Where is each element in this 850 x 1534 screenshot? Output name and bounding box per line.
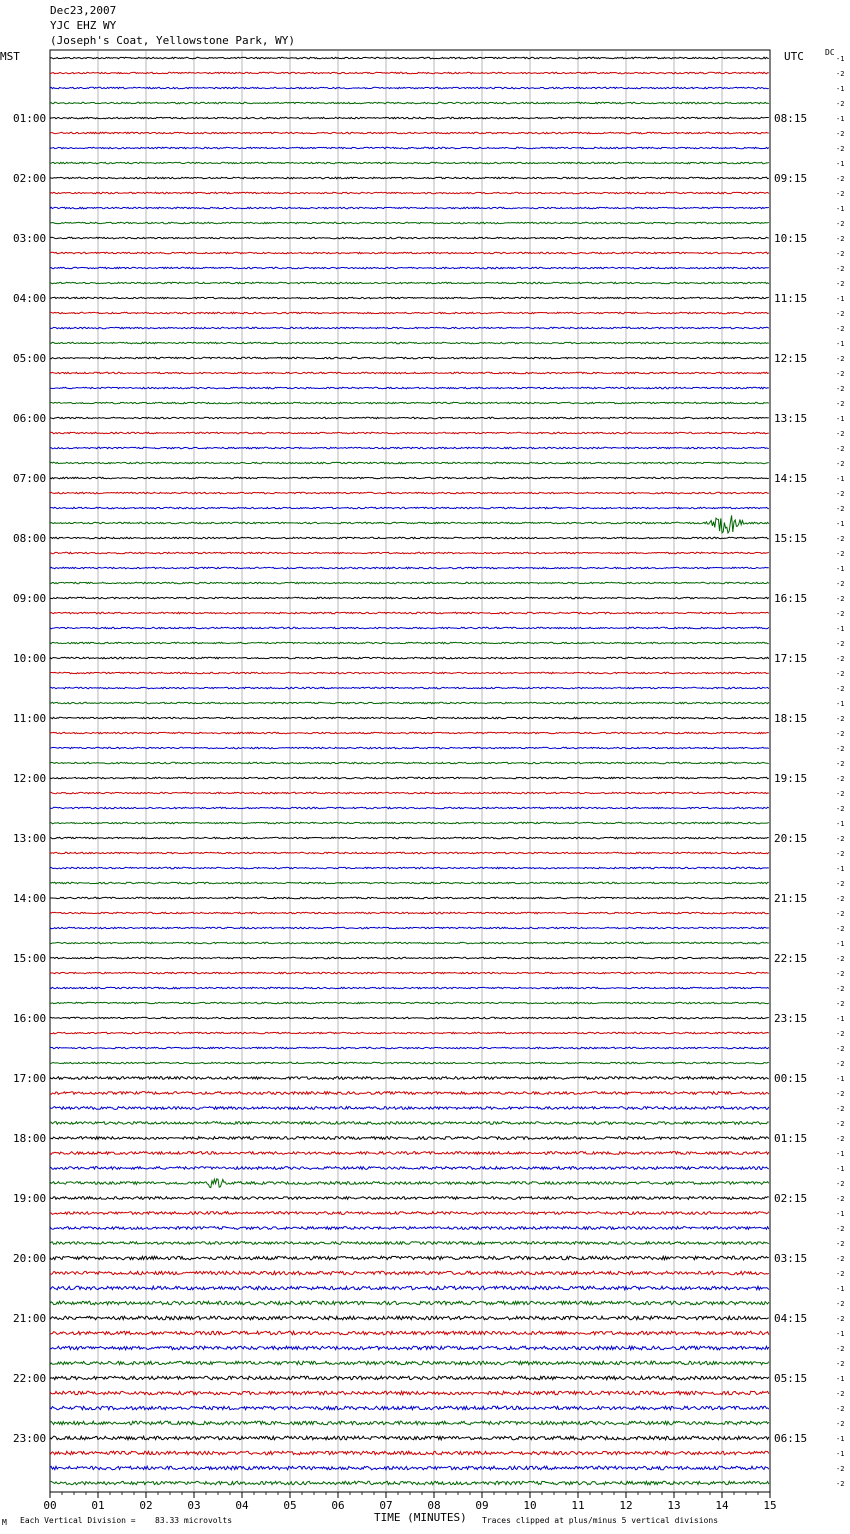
dc-offset-label: -2 bbox=[836, 1195, 845, 1203]
dc-offset-label: -2 bbox=[836, 505, 845, 513]
left-hour-label: 04:00 bbox=[13, 292, 47, 305]
right-hour-label: 22:15 bbox=[774, 952, 808, 965]
seismic-trace bbox=[50, 1361, 769, 1365]
right-hour-label: 08:15 bbox=[774, 112, 808, 125]
seismic-trace bbox=[50, 822, 769, 824]
scale-note-marker: M bbox=[2, 1518, 7, 1527]
dc-offset-label: -2 bbox=[836, 550, 845, 558]
dc-label: DC bbox=[825, 48, 835, 57]
seismic-trace bbox=[50, 417, 769, 419]
seismic-trace bbox=[50, 1286, 769, 1290]
seismic-trace bbox=[50, 627, 769, 629]
x-tick-label: 09 bbox=[475, 1499, 489, 1512]
dc-offset-label: -1 bbox=[836, 475, 845, 483]
dc-offset-label: -2 bbox=[836, 895, 845, 903]
dc-offset-label: -1 bbox=[836, 625, 845, 633]
x-tick-label: 11 bbox=[571, 1499, 585, 1512]
seismic-trace bbox=[50, 1451, 769, 1455]
left-hour-label: 19:00 bbox=[13, 1192, 47, 1205]
plot-frame bbox=[50, 50, 770, 1492]
dc-offset-label: -2 bbox=[836, 1420, 845, 1428]
dc-offset-label: -2 bbox=[836, 730, 845, 738]
x-tick-label: 10 bbox=[523, 1499, 537, 1512]
dc-offset-label: -2 bbox=[836, 460, 845, 468]
dc-offset-label: -2 bbox=[836, 190, 845, 198]
dc-offset-label: -2 bbox=[836, 640, 845, 648]
seismic-trace bbox=[50, 1062, 769, 1064]
seismic-trace bbox=[50, 897, 769, 899]
seismic-trace bbox=[50, 57, 769, 59]
seismic-trace bbox=[50, 267, 769, 269]
dc-offset-label: -2 bbox=[836, 1300, 845, 1308]
dc-offset-label: -2 bbox=[836, 715, 845, 723]
right-hour-label: 15:15 bbox=[774, 532, 808, 545]
left-hour-label: 09:00 bbox=[13, 592, 47, 605]
dc-offset-label: -2 bbox=[836, 1240, 845, 1248]
seismic-trace bbox=[50, 312, 769, 314]
seismic-trace bbox=[50, 102, 769, 104]
seismic-trace bbox=[50, 672, 769, 674]
seismic-trace bbox=[50, 612, 769, 614]
dc-offset-label: -1 bbox=[836, 940, 845, 948]
seismic-trace bbox=[50, 807, 769, 809]
right-hour-label: 10:15 bbox=[774, 232, 808, 245]
right-timezone-label: UTC bbox=[784, 50, 804, 63]
right-hour-label: 23:15 bbox=[774, 1012, 808, 1025]
seismic-trace bbox=[50, 147, 769, 149]
dc-offset-label: -2 bbox=[836, 145, 845, 153]
seismic-trace bbox=[50, 1212, 769, 1215]
right-hour-label: 06:15 bbox=[774, 1432, 808, 1445]
dc-offset-label: -2 bbox=[836, 1045, 845, 1053]
dc-offset-label: -1 bbox=[836, 205, 845, 213]
x-tick-label: 15 bbox=[763, 1499, 777, 1512]
dc-offset-label: -2 bbox=[836, 835, 845, 843]
right-hour-label: 17:15 bbox=[774, 652, 808, 665]
seismic-trace bbox=[50, 762, 769, 764]
left-hour-label: 20:00 bbox=[13, 1252, 47, 1265]
seismic-trace bbox=[50, 537, 769, 539]
seismic-trace bbox=[50, 515, 769, 533]
seismic-trace bbox=[50, 972, 769, 974]
dc-offset-label: -2 bbox=[836, 535, 845, 543]
left-hour-label: 06:00 bbox=[13, 412, 47, 425]
seismic-trace bbox=[50, 867, 769, 869]
scale-value: 83.33 microvolts bbox=[155, 1516, 233, 1525]
seismic-trace bbox=[50, 1179, 769, 1188]
dc-offset-label: -2 bbox=[836, 985, 845, 993]
dc-offset-label: -2 bbox=[836, 445, 845, 453]
dc-offset-label: -2 bbox=[836, 130, 845, 138]
seismic-trace bbox=[50, 687, 769, 689]
left-hour-label: 03:00 bbox=[13, 232, 47, 245]
dc-offset-label: -2 bbox=[836, 1480, 845, 1488]
left-hour-label: 22:00 bbox=[13, 1372, 47, 1385]
dc-offset-label: -2 bbox=[836, 1000, 845, 1008]
dc-offset-label: -1 bbox=[836, 1150, 845, 1158]
right-hour-label: 02:15 bbox=[774, 1192, 808, 1205]
right-hour-label: 00:15 bbox=[774, 1072, 808, 1085]
left-hour-label: 13:00 bbox=[13, 832, 47, 845]
right-hour-label: 04:15 bbox=[774, 1312, 808, 1325]
dc-offset-label: -2 bbox=[836, 880, 845, 888]
seismic-trace bbox=[50, 1017, 769, 1019]
dc-offset-label: -2 bbox=[836, 910, 845, 918]
seismic-trace bbox=[50, 1197, 769, 1200]
x-tick-label: 14 bbox=[715, 1499, 729, 1512]
scale-prefix: Each Vertical Division = bbox=[20, 1516, 136, 1525]
dc-offset-label: -2 bbox=[836, 1180, 845, 1188]
dc-offset-label: -1 bbox=[836, 340, 845, 348]
dc-offset-label: -2 bbox=[836, 655, 845, 663]
right-hour-label: 21:15 bbox=[774, 892, 808, 905]
dc-offset-label: -2 bbox=[836, 1090, 845, 1098]
dc-offset-label: -2 bbox=[836, 580, 845, 588]
seismic-trace bbox=[50, 1122, 769, 1125]
seismic-trace bbox=[50, 507, 769, 509]
left-hour-label: 15:00 bbox=[13, 952, 47, 965]
left-hour-label: 07:00 bbox=[13, 472, 47, 485]
dc-offset-label: -2 bbox=[836, 1390, 845, 1398]
station-location: (Joseph's Coat, Yellowstone Park, WY) bbox=[50, 34, 296, 47]
seismic-trace bbox=[50, 357, 769, 359]
left-hour-label: 16:00 bbox=[13, 1012, 47, 1025]
x-tick-label: 01 bbox=[91, 1499, 105, 1512]
dc-offset-label: -2 bbox=[836, 1315, 845, 1323]
seismic-trace bbox=[50, 882, 769, 884]
dc-offset-label: -1 bbox=[836, 1165, 845, 1173]
left-hour-label: 23:00 bbox=[13, 1432, 47, 1445]
dc-offset-label: -1 bbox=[836, 1015, 845, 1023]
seismic-trace bbox=[50, 657, 769, 659]
seismic-trace bbox=[50, 432, 769, 434]
seismic-trace bbox=[50, 1032, 769, 1034]
seismic-trace bbox=[50, 1331, 769, 1335]
seismic-trace bbox=[50, 117, 769, 119]
dc-offset-label: -2 bbox=[836, 955, 845, 963]
seismic-trace bbox=[50, 1137, 769, 1140]
seismic-trace bbox=[50, 717, 769, 719]
dc-offset-label: -1 bbox=[836, 55, 845, 63]
seismic-trace bbox=[50, 1092, 769, 1095]
seismic-trace bbox=[50, 192, 769, 194]
seismic-trace bbox=[50, 1227, 769, 1230]
seismic-trace bbox=[50, 1421, 769, 1425]
seismic-trace bbox=[50, 1077, 769, 1080]
seismic-trace bbox=[50, 777, 769, 779]
seismic-trace bbox=[50, 297, 769, 299]
left-hour-label: 18:00 bbox=[13, 1132, 47, 1145]
seismic-trace bbox=[50, 1256, 769, 1260]
dc-offset-label: -2 bbox=[836, 235, 845, 243]
clip-note: Traces clipped at plus/minus 5 vertical divisions bbox=[482, 1516, 719, 1525]
dc-offset-label: -2 bbox=[836, 1030, 845, 1038]
right-hour-label: 05:15 bbox=[774, 1372, 808, 1385]
x-tick-label: 04 bbox=[235, 1499, 249, 1512]
left-timezone-label: MST bbox=[0, 50, 20, 63]
seismic-trace bbox=[50, 222, 769, 224]
seismic-trace bbox=[50, 1376, 769, 1380]
dc-offset-label: -1 bbox=[836, 1285, 845, 1293]
seismic-trace bbox=[50, 1002, 769, 1004]
seismic-trace bbox=[50, 72, 769, 74]
seismic-trace bbox=[50, 1346, 769, 1350]
seismic-trace bbox=[50, 1406, 769, 1410]
dc-offset-label: -1 bbox=[836, 1375, 845, 1383]
dc-offset-label: -2 bbox=[836, 70, 845, 78]
dc-offset-label: -1 bbox=[836, 1450, 845, 1458]
seismic-trace bbox=[50, 492, 769, 494]
seismic-trace bbox=[50, 447, 769, 449]
dc-offset-label: -2 bbox=[836, 310, 845, 318]
left-hour-label: 21:00 bbox=[13, 1312, 47, 1325]
dc-offset-label: -1 bbox=[836, 85, 845, 93]
dc-offset-label: -1 bbox=[836, 1075, 845, 1083]
dc-offset-label: -1 bbox=[836, 160, 845, 168]
dc-offset-label: -2 bbox=[836, 490, 845, 498]
seismic-trace bbox=[50, 237, 769, 239]
dc-offset-label: -2 bbox=[836, 1465, 845, 1473]
seismic-trace bbox=[50, 477, 769, 479]
station-code: YJC EHZ WY bbox=[50, 19, 117, 32]
seismic-trace bbox=[50, 402, 769, 404]
right-hour-label: 13:15 bbox=[774, 412, 808, 425]
x-tick-label: 05 bbox=[283, 1499, 297, 1512]
dc-offset-label: -1 bbox=[836, 1435, 845, 1443]
seismic-trace bbox=[50, 282, 769, 284]
seismic-trace bbox=[50, 372, 769, 374]
dc-offset-label: -2 bbox=[836, 745, 845, 753]
seismic-trace bbox=[50, 1107, 769, 1110]
dc-offset-label: -2 bbox=[836, 1345, 845, 1353]
dc-offset-label: -2 bbox=[836, 1105, 845, 1113]
seismic-trace bbox=[50, 132, 769, 134]
dc-offset-label: -2 bbox=[836, 400, 845, 408]
right-hour-label: 20:15 bbox=[774, 832, 808, 845]
left-hour-label: 02:00 bbox=[13, 172, 47, 185]
dc-offset-label: -1 bbox=[836, 520, 845, 528]
dc-offset-label: -1 bbox=[836, 700, 845, 708]
dc-offset-label: -2 bbox=[836, 1225, 845, 1233]
dc-offset-label: -2 bbox=[836, 595, 845, 603]
seismic-trace bbox=[50, 252, 769, 254]
left-hour-label: 10:00 bbox=[13, 652, 47, 665]
seismic-trace bbox=[50, 87, 769, 89]
left-hour-label: 08:00 bbox=[13, 532, 47, 545]
dc-offset-label: -2 bbox=[836, 1120, 845, 1128]
right-hour-label: 14:15 bbox=[774, 472, 808, 485]
seismic-trace bbox=[50, 567, 769, 569]
right-hour-label: 19:15 bbox=[774, 772, 808, 785]
seismic-trace bbox=[50, 642, 769, 644]
x-tick-label: 07 bbox=[379, 1499, 393, 1512]
right-hour-label: 11:15 bbox=[774, 292, 808, 305]
seismic-trace bbox=[50, 1301, 769, 1305]
seismic-trace bbox=[50, 852, 769, 854]
seismic-trace bbox=[50, 1466, 769, 1470]
left-hour-label: 05:00 bbox=[13, 352, 47, 365]
right-hour-label: 18:15 bbox=[774, 712, 808, 725]
dc-offset-label: -1 bbox=[836, 1330, 845, 1338]
seismic-trace bbox=[50, 582, 769, 584]
dc-offset-label: -1 bbox=[836, 295, 845, 303]
dc-offset-label: -2 bbox=[836, 610, 845, 618]
x-axis-title: TIME (MINUTES) bbox=[374, 1511, 467, 1524]
dc-offset-label: -2 bbox=[836, 1270, 845, 1278]
dc-offset-label: -2 bbox=[836, 355, 845, 363]
seismic-trace bbox=[50, 387, 769, 389]
seismic-trace bbox=[50, 462, 769, 464]
seismic-trace bbox=[50, 207, 769, 209]
dc-offset-label: -2 bbox=[836, 760, 845, 768]
seismic-trace bbox=[50, 1047, 769, 1049]
seismic-trace bbox=[50, 1481, 769, 1485]
dc-offset-label: -2 bbox=[836, 670, 845, 678]
seismic-trace bbox=[50, 942, 769, 944]
dc-offset-label: -2 bbox=[836, 220, 845, 228]
dc-offset-label: -2 bbox=[836, 1360, 845, 1368]
dc-offset-label: -1 bbox=[836, 415, 845, 423]
right-hour-label: 03:15 bbox=[774, 1252, 808, 1265]
left-hour-label: 12:00 bbox=[13, 772, 47, 785]
right-hour-label: 09:15 bbox=[774, 172, 808, 185]
dc-offset-label: -2 bbox=[836, 1060, 845, 1068]
dc-offset-label: -2 bbox=[836, 850, 845, 858]
seismic-trace bbox=[50, 162, 769, 164]
dc-offset-label: -2 bbox=[836, 430, 845, 438]
x-tick-label: 08 bbox=[427, 1499, 441, 1512]
dc-offset-label: -2 bbox=[836, 1405, 845, 1413]
dc-offset-label: -2 bbox=[836, 970, 845, 978]
seismic-trace bbox=[50, 837, 769, 839]
seismic-trace bbox=[50, 1391, 769, 1395]
seismic-trace bbox=[50, 597, 769, 599]
dc-offset-label: -2 bbox=[836, 385, 845, 393]
dc-offset-label: -2 bbox=[836, 280, 845, 288]
seismic-trace bbox=[50, 912, 769, 914]
dc-offset-label: -2 bbox=[836, 790, 845, 798]
seismic-trace bbox=[50, 552, 769, 554]
x-tick-label: 12 bbox=[619, 1499, 633, 1512]
seismic-trace bbox=[50, 927, 769, 929]
seismic-trace bbox=[50, 987, 769, 989]
right-hour-label: 12:15 bbox=[774, 352, 808, 365]
plot-date: Dec23,2007 bbox=[50, 4, 117, 17]
dc-offset-label: -2 bbox=[836, 1255, 845, 1263]
dc-offset-label: -1 bbox=[836, 865, 845, 873]
dc-offset-label: -1 bbox=[836, 115, 845, 123]
seismic-trace bbox=[50, 702, 769, 704]
x-tick-label: 13 bbox=[667, 1499, 681, 1512]
dc-offset-label: -2 bbox=[836, 925, 845, 933]
left-hour-label: 01:00 bbox=[13, 112, 47, 125]
seismic-trace bbox=[50, 792, 769, 794]
dc-offset-label: -2 bbox=[836, 805, 845, 813]
dc-offset-label: -2 bbox=[836, 175, 845, 183]
seismic-trace bbox=[50, 1271, 769, 1275]
left-hour-label: 17:00 bbox=[13, 1072, 47, 1085]
seismic-trace bbox=[50, 1436, 769, 1440]
x-tick-label: 00 bbox=[43, 1499, 57, 1512]
left-hour-label: 14:00 bbox=[13, 892, 47, 905]
dc-offset-label: -1 bbox=[836, 565, 845, 573]
seismic-trace bbox=[50, 732, 769, 734]
seismic-trace bbox=[50, 1167, 769, 1170]
dc-offset-label: -2 bbox=[836, 100, 845, 108]
right-hour-label: 16:15 bbox=[774, 592, 808, 605]
dc-offset-label: -2 bbox=[836, 685, 845, 693]
dc-offset-label: -2 bbox=[836, 775, 845, 783]
seismic-trace bbox=[50, 1152, 769, 1155]
dc-offset-label: -1 bbox=[836, 820, 845, 828]
right-hour-label: 01:15 bbox=[774, 1132, 808, 1145]
dc-offset-label: -2 bbox=[836, 265, 845, 273]
seismic-trace bbox=[50, 327, 769, 329]
dc-offset-label: -2 bbox=[836, 370, 845, 378]
seismic-trace bbox=[50, 1242, 769, 1245]
seismic-trace bbox=[50, 1316, 769, 1320]
seismic-trace bbox=[50, 747, 769, 749]
x-tick-label: 03 bbox=[187, 1499, 201, 1512]
dc-offset-label: -2 bbox=[836, 1135, 845, 1143]
dc-offset-label: -2 bbox=[836, 250, 845, 258]
dc-offset-label: -1 bbox=[836, 1210, 845, 1218]
seismic-trace bbox=[50, 177, 769, 179]
x-tick-label: 06 bbox=[331, 1499, 345, 1512]
seismic-trace bbox=[50, 957, 769, 959]
left-hour-label: 11:00 bbox=[13, 712, 47, 725]
x-tick-label: 02 bbox=[139, 1499, 153, 1512]
seismic-trace bbox=[50, 342, 769, 344]
dc-offset-label: -2 bbox=[836, 325, 845, 333]
